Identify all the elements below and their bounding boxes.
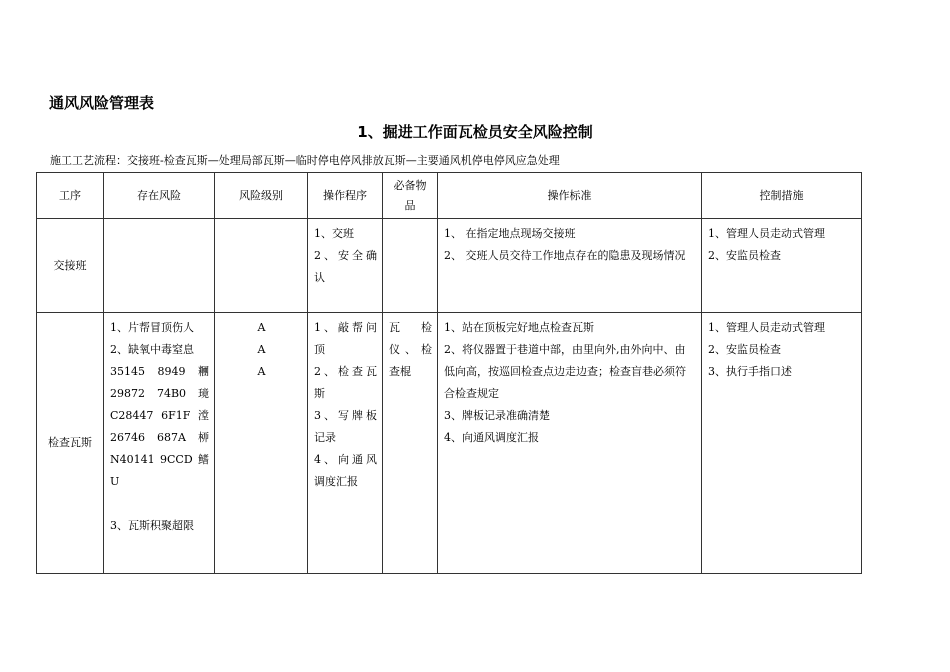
procedure-line: 2、检查瓦 <box>314 365 377 378</box>
header-grade: 风险级别 <box>215 173 308 219</box>
header-control: 控制措施 <box>702 173 862 219</box>
standard-cell <box>438 313 702 574</box>
standard-line: 1、站在顶板完好地点检查瓦斯 <box>444 321 594 334</box>
grade-value: A <box>257 343 266 356</box>
standard-line: 1、 在指定地点现场交接班 <box>444 227 576 240</box>
step-cell: 交接班 <box>37 219 104 313</box>
procedure-line: 记录 <box>314 431 336 444</box>
procedure-line: 3、写牌板 <box>314 409 377 422</box>
header-step: 工序 <box>37 173 104 219</box>
risk-line: N40141 9CCD 鳍U <box>110 453 209 488</box>
control-line: 2、安监员检查 <box>708 249 781 262</box>
risk-line: 1、片帮冒顶伤人 <box>110 321 194 334</box>
standard-line: 4、向通风调度汇报 <box>444 431 539 444</box>
document-title: 通风风险管理表 <box>49 94 155 112</box>
step-cell: 检查瓦斯 <box>37 313 104 574</box>
procedure-cell <box>308 219 383 313</box>
process-flow: 施工工艺流程：交接班-检查瓦斯—处理局部瓦斯—临时停电停风排放瓦斯—主要通风机停电停风应急处理 <box>50 154 560 167</box>
risk-line: 26746 687A 桺 <box>110 431 209 444</box>
standard-line: 2、 交班人员交待工作地点存在的隐患及现场情况 <box>444 249 686 262</box>
grade-value: A <box>257 365 266 378</box>
procedure-line: 2、安全确 <box>314 249 377 262</box>
tools-cell <box>383 219 438 313</box>
standard-cell <box>438 219 702 313</box>
procedure-line: 1、交班 <box>314 227 354 240</box>
header-tools-line2: 品 <box>404 198 416 212</box>
header-standard: 操作标准 <box>438 173 702 219</box>
control-cell <box>702 313 862 574</box>
table-header-row <box>37 173 862 219</box>
control-line: 1、管理人员走动式管理 <box>708 227 825 240</box>
header-procedure: 操作程序 <box>308 173 383 219</box>
control-line: 3、执行手指口述 <box>708 365 792 378</box>
procedure-line: 斯 <box>314 387 325 400</box>
grade-cell <box>215 219 308 313</box>
section-title: 1、掘进工作面瓦检员安全风险控制 <box>357 123 593 141</box>
procedure-line: 调度汇报 <box>314 475 358 488</box>
tools-line: 瓦 检 <box>389 321 432 334</box>
control-line: 1、管理人员走动式管理 <box>708 321 825 334</box>
header-risk: 存在风险 <box>104 173 215 219</box>
procedure-line: 认 <box>314 271 325 284</box>
risk-line: C28447 6F1F 漟 <box>110 409 209 422</box>
control-cell <box>702 219 862 313</box>
procedure-line: 4、向通风 <box>314 453 377 466</box>
control-line: 2、安监员检查 <box>708 343 781 356</box>
table-row <box>37 313 862 574</box>
risk-line: 35145 8949 糰 <box>110 365 209 378</box>
header-tools <box>383 173 438 219</box>
risk-cell <box>104 219 215 313</box>
standard-line: 2、将仪器置于巷道中部，由里向外,由外向中、由低向高，按巡回检查点边走边查；检查盲巷必须符合检查规定 <box>444 343 686 400</box>
table-row <box>37 219 862 313</box>
header-tools-line1: 必备物 <box>393 178 427 192</box>
risk-cell <box>104 313 215 574</box>
tools-cell <box>383 313 438 574</box>
risk-line: 29872 74B0 璄 <box>110 387 209 400</box>
procedure-line: 1、敲帮问 <box>314 321 377 334</box>
grade-value: A <box>257 321 266 334</box>
risk-line: 2、缺氧中毒窒息 <box>110 343 194 356</box>
procedure-line: 顶 <box>314 343 325 356</box>
standard-line: 3、牌板记录准确清楚 <box>444 409 550 422</box>
grade-cell <box>215 313 308 574</box>
risk-line: 3、瓦斯积聚超限 <box>110 519 194 532</box>
tools-line: 查棍 <box>389 365 411 378</box>
risk-spacer <box>110 493 209 515</box>
tools-line: 仪、检 <box>389 343 432 356</box>
risk-table <box>36 172 862 574</box>
procedure-cell <box>308 313 383 574</box>
